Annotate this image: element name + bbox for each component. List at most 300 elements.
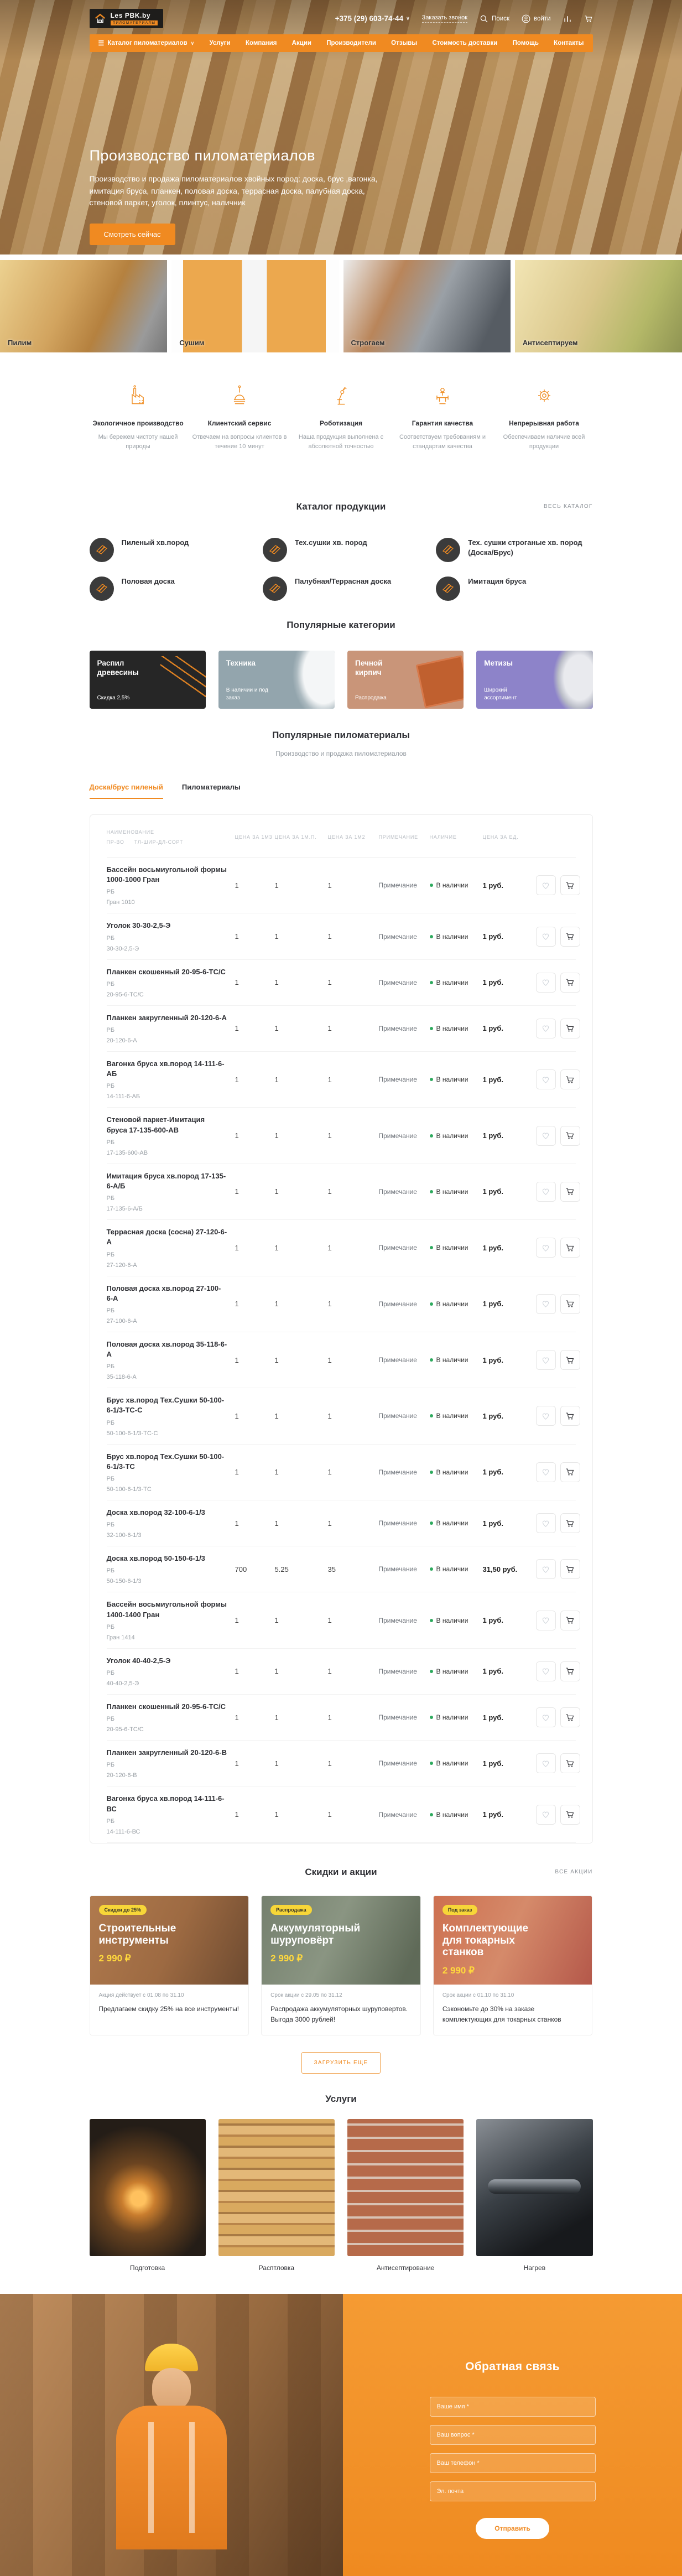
product-name[interactable]: Брус хв.пород Тех.Сушки 50-100-6-1/3-ТС — [106, 1452, 225, 1471]
product-country: РБ — [106, 1521, 115, 1529]
promo-card[interactable] — [433, 1895, 593, 2035]
favorite-button[interactable] — [536, 927, 556, 947]
all-promos-link[interactable]: ВСЕ АКЦИИ — [555, 1868, 593, 1875]
tab-doska-brus[interactable]: Доска/брус пиленый — [90, 783, 163, 799]
price-m3: 1 — [235, 1024, 239, 1033]
unit-price: 1 руб. — [482, 1616, 503, 1625]
cart-icon — [565, 1131, 575, 1140]
price-mp: 1 — [274, 1024, 279, 1033]
product-code: 30-30-2,5-Э — [106, 945, 139, 952]
nav-item[interactable]: Услуги — [209, 40, 231, 46]
price-m3: 1 — [235, 1131, 239, 1140]
catalog-item[interactable] — [436, 577, 592, 601]
price-mp: 1 — [274, 1187, 279, 1196]
product-country: РБ — [106, 1195, 115, 1202]
price-m2: 1 — [327, 1713, 332, 1722]
nav-item[interactable]: Помощь — [512, 40, 539, 46]
order-call-link[interactable]: Заказать звонок — [422, 14, 467, 23]
favorite-button[interactable] — [536, 1661, 556, 1681]
add-to-cart-button[interactable] — [560, 927, 580, 947]
unit-price: 31,50 руб. — [482, 1565, 518, 1573]
product-name[interactable]: Доска хв.пород 50-150-6-1/3 — [106, 1554, 205, 1563]
catalog-item[interactable] — [436, 538, 592, 562]
price-m2: 1 — [327, 1355, 332, 1364]
logo-title: Les PBK.by — [110, 12, 151, 19]
promo-card[interactable] — [90, 1895, 249, 2035]
product-country: РБ — [106, 1363, 115, 1370]
table-row — [107, 1108, 576, 1164]
load-more-button[interactable]: ЗАГРУЗИТЬ ЕЩЕ — [301, 2052, 381, 2074]
chevron-down-icon: ∨ — [190, 40, 195, 46]
price-mp: 1 — [274, 1300, 279, 1308]
product-country: РБ — [106, 1307, 115, 1314]
name-field[interactable] — [430, 2397, 596, 2417]
product-note: Примечание — [378, 1076, 417, 1084]
product-name[interactable]: Вагонка бруса хв.пород 14-111-6-ВС — [106, 1794, 225, 1813]
cart-icon — [565, 1759, 575, 1768]
stock-status: В наличии — [430, 1811, 483, 1819]
feedback-title: Обратная связь — [465, 2360, 560, 2374]
product-name[interactable]: Брус хв.пород Тех.Сушки 50-100-6-1/3-ТС-С — [106, 1396, 225, 1415]
feature-service: Клиентский сервис Отвечаем на вопросы клиентов в течение 10 минут — [191, 383, 288, 451]
price-m2: 1 — [327, 1300, 332, 1308]
in-stock-dot — [430, 1813, 433, 1816]
unit-price: 1 руб. — [482, 1810, 503, 1819]
product-name[interactable]: Вагонка бруса хв.пород 14-111-6-АБ — [106, 1060, 225, 1078]
heart-icon — [541, 932, 550, 941]
process-strip — [0, 260, 682, 352]
stock-status: В наличии — [430, 1468, 483, 1476]
promo-price: 2 990 ₽ — [270, 1953, 303, 1964]
product-code: 20-95-6-ТС/С — [106, 991, 144, 998]
product-code: Гран 1010 — [106, 899, 135, 906]
stock-status: В наличии — [430, 1759, 483, 1767]
catalog-item-title: Палубная/Террасная доска — [294, 577, 392, 586]
table-row — [107, 858, 576, 913]
add-to-cart-button[interactable] — [560, 1406, 580, 1426]
heart-icon — [541, 1467, 550, 1477]
product-name[interactable]: Стеновой паркет-Имитация бруса 17-135-600-АВ — [106, 1115, 205, 1134]
favorite-button[interactable] — [536, 1805, 556, 1825]
category-card[interactable] — [218, 651, 335, 709]
heart-icon — [541, 1666, 550, 1676]
price-mp: 1 — [274, 1519, 279, 1528]
favorite-button[interactable] — [536, 1019, 556, 1038]
product-code: 50-100-6-1/3-ТС-С — [106, 1430, 158, 1437]
favorite-button[interactable] — [536, 1559, 556, 1579]
catalog-item[interactable] — [90, 538, 246, 562]
promo-title: Строительные инструменты — [98, 1922, 176, 1946]
search-button[interactable]: Поиск — [480, 14, 509, 23]
table-row — [107, 1006, 576, 1052]
feedback-section — [0, 2294, 682, 2576]
price-m3: 1 — [235, 1300, 239, 1308]
service-image — [476, 2119, 592, 2256]
table-row — [107, 1786, 576, 1842]
nav-catalog[interactable]: ☰ Каталог пиломатериалов ∨ — [98, 39, 195, 47]
in-stock-dot — [430, 1190, 433, 1193]
catalog-section — [90, 477, 593, 601]
category-card[interactable] — [476, 651, 592, 709]
add-to-cart-button[interactable] — [560, 1661, 580, 1681]
price-mp: 1 — [274, 1616, 279, 1625]
price-m3: 1 — [235, 881, 239, 890]
stock-status: В наличии — [430, 1356, 483, 1364]
price-m3: 1 — [235, 932, 239, 941]
process-card[interactable] — [343, 260, 511, 352]
planks-icon — [436, 538, 460, 562]
price-m3: 1 — [235, 1187, 239, 1196]
product-country: РБ — [106, 1476, 115, 1483]
planks-icon — [90, 577, 114, 601]
add-to-cart-button[interactable] — [560, 875, 580, 895]
products-table — [90, 814, 593, 1843]
price-mp: 1 — [274, 1411, 279, 1420]
phone-number[interactable]: +375 (29) 603-74-44 ∨ — [335, 14, 410, 23]
cart-icon — [565, 1616, 575, 1625]
promo-image — [262, 1896, 420, 1985]
price-m3: 1 — [235, 1759, 239, 1768]
category-card[interactable] — [347, 651, 464, 709]
add-to-cart-button[interactable] — [560, 1707, 580, 1727]
catalog-item-title: Тех.сушки хв. пород — [294, 538, 367, 547]
chevron-down-icon: ∨ — [406, 15, 410, 21]
add-to-cart-button[interactable] — [560, 1019, 580, 1038]
table-row — [107, 1592, 576, 1648]
catalog-item[interactable] — [90, 577, 246, 601]
in-stock-dot — [430, 981, 433, 984]
table-row — [107, 1276, 576, 1332]
heart-icon — [541, 1299, 550, 1308]
add-to-cart-button[interactable] — [560, 1294, 580, 1314]
favorite-button[interactable] — [536, 1611, 556, 1630]
service-card[interactable] — [90, 2119, 206, 2272]
price-m2: 1 — [327, 1759, 332, 1768]
service-image — [90, 2119, 206, 2256]
service-card[interactable] — [347, 2119, 464, 2272]
price-m3: 1 — [235, 1713, 239, 1722]
add-to-cart-button[interactable] — [560, 1182, 580, 1202]
add-to-cart-button[interactable] — [560, 973, 580, 993]
service-card[interactable] — [476, 2119, 592, 2272]
product-code: 14-111-6-ВС — [106, 1828, 140, 1835]
cart-icon — [565, 1810, 575, 1819]
helmet — [145, 2344, 198, 2371]
cart-icon[interactable] — [584, 14, 593, 23]
promo-card[interactable] — [261, 1895, 421, 2035]
service-label: Нагрев — [523, 2264, 546, 2272]
nav-item[interactable]: Стоимость доставки — [432, 40, 498, 46]
in-stock-dot — [430, 1078, 433, 1081]
category-card[interactable] — [90, 651, 206, 709]
cart-icon — [565, 1467, 575, 1477]
table-row — [107, 1500, 576, 1546]
process-card[interactable] — [171, 260, 339, 352]
favorite-button[interactable] — [536, 1513, 556, 1533]
promo-badge: Скидки до 25% — [99, 1905, 147, 1915]
promo-image — [434, 1896, 592, 1985]
compare-icon[interactable] — [563, 14, 572, 23]
favorite-button[interactable] — [536, 1406, 556, 1426]
favorite-button[interactable] — [536, 1069, 556, 1089]
in-stock-dot — [430, 884, 433, 887]
heart-icon — [541, 881, 550, 890]
add-to-cart-button[interactable] — [560, 1462, 580, 1482]
product-note: Примечание — [378, 1412, 417, 1420]
table-header: НАИМЕНОВАНИЕ ПР-ВО ТЛ-ШИР-ДЛ-СОРТ ЦЕНА ЗА 1М3 ЦЕНА ЗА 1М.П. ЦЕНА ЗА 1М2 ПРИМЕЧАНИЕ НАЛИЧИЕ ЦЕНА ЗА ЕД. — [107, 815, 576, 858]
promos-title: Скидки и акции — [305, 1866, 377, 1877]
category-title: Техника — [226, 659, 256, 668]
category-title: Метизы — [484, 659, 513, 668]
product-name[interactable]: Планкен скошенный 20-95-6-ТС/С — [106, 1702, 226, 1711]
in-stock-dot — [430, 935, 433, 938]
in-stock-dot — [430, 1521, 433, 1525]
add-to-cart-button[interactable] — [560, 1513, 580, 1533]
price-m3: 700 — [235, 1565, 247, 1573]
categories-title: Популярные категории — [287, 620, 395, 631]
in-stock-dot — [430, 1716, 433, 1719]
product-country: РБ — [106, 934, 115, 942]
product-note: Примечание — [378, 1131, 417, 1140]
stock-status: В наличии — [430, 1132, 483, 1140]
product-country: РБ — [106, 1139, 115, 1146]
product-note: Примечание — [378, 1565, 417, 1573]
favorite-button[interactable] — [536, 1126, 556, 1146]
catalog-item[interactable] — [263, 538, 419, 562]
product-name[interactable]: Террасная доска (сосна) 27-120-6-А — [106, 1228, 227, 1247]
price-m2: 35 — [327, 1565, 336, 1573]
product-note: Примечание — [378, 1468, 417, 1476]
table-row — [107, 1695, 576, 1741]
add-to-cart-button[interactable] — [560, 1611, 580, 1630]
in-stock-dot — [430, 1414, 433, 1417]
service-image — [218, 2119, 335, 2256]
product-country: РБ — [106, 980, 115, 988]
process-card[interactable] — [515, 260, 682, 352]
product-name[interactable]: Бассейн восьмиугольной формы 1400-1400 Гран — [106, 1600, 227, 1619]
favorite-button[interactable] — [536, 1182, 556, 1202]
stock-status: В наличии — [430, 1300, 483, 1308]
price-mp: 1 — [274, 932, 279, 941]
cart-icon — [565, 1243, 575, 1253]
nav-item[interactable]: Производители — [326, 40, 376, 46]
price-mp: 1 — [274, 1667, 279, 1676]
add-to-cart-button[interactable] — [560, 1126, 580, 1146]
unit-price: 1 руб. — [482, 932, 503, 941]
worker-photo — [0, 2294, 343, 2576]
overalls — [116, 2406, 227, 2549]
price-mp: 1 — [274, 1713, 279, 1722]
product-code: 40-40-2,5-Э — [106, 1680, 139, 1687]
favorite-button[interactable] — [536, 973, 556, 993]
category-subtitle: Распродажа — [355, 695, 387, 702]
cart-icon — [565, 1299, 575, 1308]
price-mp: 1 — [274, 1810, 279, 1819]
all-catalog-link[interactable]: ВЕСЬ КАТАЛОГ — [544, 503, 593, 510]
nav-item[interactable]: Контакты — [554, 40, 584, 46]
phone-field[interactable] — [430, 2453, 596, 2473]
cart-icon — [565, 1355, 575, 1365]
in-stock-dot — [430, 1302, 433, 1306]
favorite-button[interactable] — [536, 1707, 556, 1727]
product-note: Примечание — [378, 1810, 417, 1819]
price-m3: 1 — [235, 1411, 239, 1420]
catalog-item-title: Тех. сушки строганые хв. пород (Доска/Брус) — [468, 538, 582, 557]
heart-icon — [541, 978, 550, 987]
nav-item[interactable]: Отзывы — [391, 40, 418, 46]
unit-price: 1 руб. — [482, 881, 503, 890]
stock-status: В наличии — [430, 1076, 483, 1083]
process-card[interactable] — [0, 260, 167, 352]
unit-price: 1 руб. — [482, 1075, 503, 1084]
favorite-button[interactable] — [536, 1350, 556, 1370]
nav-item[interactable]: Компания — [245, 40, 277, 46]
product-name[interactable]: Планкен скошенный 20-95-6-ТС/С — [106, 967, 226, 976]
add-to-cart-button[interactable] — [560, 1753, 580, 1773]
product-name[interactable]: Половая доска хв.пород 27-100-6-А — [106, 1284, 221, 1302]
product-code: 20-120-6-В — [106, 1772, 137, 1779]
product-name[interactable]: Уголок 40-40-2,5-Э — [106, 1656, 171, 1665]
favorite-button[interactable] — [536, 1238, 556, 1258]
process-label: Строгаем — [351, 339, 385, 347]
product-note: Примечание — [378, 1300, 417, 1308]
table-row — [107, 1445, 576, 1500]
favorite-button[interactable] — [536, 1294, 556, 1314]
gear-icon — [532, 383, 556, 408]
price-m2: 1 — [327, 1411, 332, 1420]
product-country: РБ — [106, 1669, 115, 1676]
table-row — [107, 1388, 576, 1444]
product-note: Примечание — [378, 1024, 417, 1032]
price-mp: 1 — [274, 978, 279, 987]
category-subtitle: В наличии и под заказ — [226, 687, 268, 702]
stock-status: В наличии — [430, 1565, 483, 1573]
product-country: РБ — [106, 889, 115, 896]
price-mp: 1 — [274, 1468, 279, 1477]
price-m2: 1 — [327, 1468, 332, 1477]
product-name[interactable]: Планкен закругленный 20-120-6-В — [106, 1748, 227, 1757]
product-name[interactable]: Бассейн восьмиугольной формы 1000-1000 Гран — [106, 865, 227, 884]
table-row — [107, 1741, 576, 1786]
watch-now-button[interactable]: Смотреть сейчас — [90, 224, 175, 245]
unit-price: 1 руб. — [482, 1187, 503, 1196]
heart-icon — [541, 1243, 550, 1253]
submit-button[interactable]: Отправить — [476, 2518, 549, 2539]
add-to-cart-button[interactable] — [560, 1069, 580, 1089]
promo-image — [90, 1896, 249, 1985]
promo-text: Распродажа аккумуляторных шуруповертов. Выгода 3000 рублей! — [270, 2004, 408, 2023]
in-stock-dot — [430, 1027, 433, 1030]
feature-eco: Экологичное производство Мы бережем чистоту нашей природы — [90, 383, 187, 451]
login-button[interactable]: войти — [522, 14, 551, 23]
price-mp: 1 — [274, 881, 279, 890]
product-code: 17-135-6-А/Б — [106, 1206, 143, 1213]
table-row — [107, 960, 576, 1006]
feature-robot: Роботизация Наша продукция выполнена с абсолютной точностью — [293, 383, 390, 451]
stock-status: В наличии — [430, 1412, 483, 1420]
logo[interactable] — [90, 9, 164, 28]
unit-price: 1 руб. — [482, 1468, 503, 1477]
hero-subtitle: Производство и продажа пиломатериалов хвойных пород: доска, брус ,вагонка, имитация бруса, планкен, половая доска, террасная доска, палубная доска, стеновой паркет, уголок, плинтус, наличник — [89, 174, 378, 207]
catalog-item[interactable] — [263, 577, 419, 601]
product-note: Примечание — [378, 1519, 417, 1528]
cart-icon — [565, 881, 575, 890]
logo-house-icon — [93, 13, 107, 25]
product-name[interactable]: Планкен закругленный 20-120-6-А — [106, 1013, 227, 1022]
price-mp: 1 — [274, 1075, 279, 1084]
table-row — [107, 1332, 576, 1388]
table-row — [107, 1052, 576, 1108]
question-field[interactable] — [430, 2425, 596, 2445]
nav-item[interactable]: Акции — [291, 40, 311, 46]
product-name[interactable]: Уголок 30-30-2,5-Э — [106, 921, 171, 930]
heart-icon — [541, 1616, 550, 1625]
table-row — [107, 1164, 576, 1220]
feature-nonstop: Непрерывная работа Обеспечиваем наличие всей продукции — [496, 383, 593, 451]
add-to-cart-button[interactable] — [560, 1559, 580, 1579]
robot-arm-icon — [329, 383, 353, 408]
products-section — [90, 716, 593, 1843]
price-m3: 1 — [235, 1810, 239, 1819]
planks-icon — [263, 538, 287, 562]
promo-text: Сэкономьте до 30% на заказе комплектующих для токарных станков — [442, 2004, 561, 2023]
services-section — [90, 2074, 593, 2294]
product-note: Примечание — [378, 932, 417, 941]
catalog-title: Каталог продукции — [296, 501, 386, 512]
favorite-button[interactable] — [536, 1753, 556, 1773]
product-note: Примечание — [378, 1616, 417, 1624]
product-country: РБ — [106, 1716, 115, 1723]
product-country: РБ — [106, 1567, 115, 1575]
promos-section — [90, 1843, 593, 2074]
favorite-button[interactable] — [536, 1462, 556, 1482]
price-m2: 1 — [327, 978, 332, 987]
product-country: РБ — [106, 1027, 115, 1034]
process-label: Сушим — [179, 339, 205, 347]
product-note: Примечание — [378, 1356, 417, 1364]
service-card[interactable] — [218, 2119, 335, 2272]
add-to-cart-button[interactable] — [560, 1238, 580, 1258]
unit-price: 1 руб. — [482, 1024, 503, 1033]
in-stock-dot — [430, 1567, 433, 1571]
tab-pilomaterialy[interactable]: Пиломатериалы — [181, 783, 241, 792]
add-to-cart-button[interactable] — [560, 1350, 580, 1370]
product-name[interactable]: Половая доска хв.пород 35-118-6-А — [106, 1339, 227, 1359]
heart-icon — [541, 1131, 550, 1140]
price-m3: 1 — [235, 978, 239, 987]
catalog-item-title: Имитация бруса — [468, 577, 527, 586]
add-to-cart-button[interactable] — [560, 1805, 580, 1825]
planks-icon — [436, 577, 460, 601]
email-field[interactable] — [430, 2481, 596, 2501]
promo-title: Аккумуляторный шуруповёрт — [270, 1922, 361, 1946]
product-code: 20-95-6-ТС/С — [106, 1726, 144, 1733]
logo-subtitle: ПИЛОМАТЕРИАЛЫ — [111, 20, 158, 25]
product-country: РБ — [106, 1419, 115, 1426]
favorite-button[interactable] — [536, 875, 556, 895]
cart-icon — [565, 1713, 575, 1722]
product-name[interactable]: Доска хв.пород 32-100-6-1/3 — [106, 1508, 205, 1517]
product-country: РБ — [106, 1817, 115, 1825]
product-code: 50-150-6-1/3 — [106, 1578, 142, 1585]
product-note: Примечание — [378, 1713, 417, 1722]
table-row — [107, 1649, 576, 1695]
product-name[interactable]: Имитация бруса хв.пород 17-135-6-А/Б — [106, 1171, 226, 1190]
in-stock-dot — [430, 1134, 433, 1138]
unit-price: 1 руб. — [482, 1713, 503, 1722]
in-stock-dot — [430, 1762, 433, 1765]
face — [152, 2368, 191, 2411]
